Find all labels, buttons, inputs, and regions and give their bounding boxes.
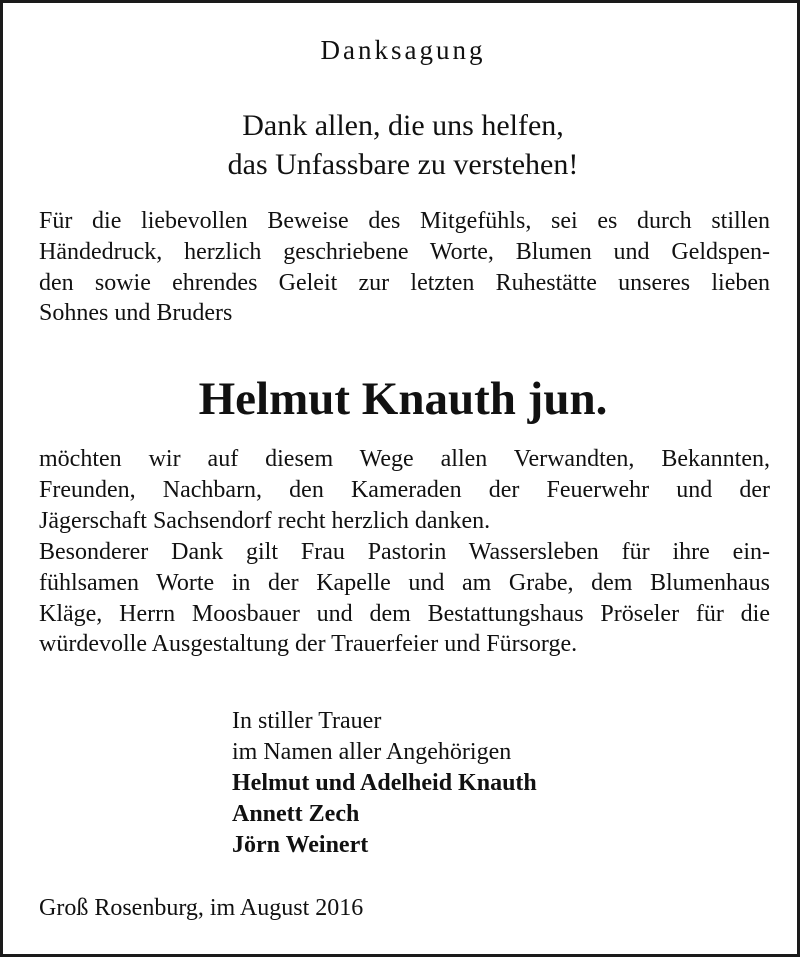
text-line: fühlsamen Worte in der Kapelle und am Grabe, dem Blumenhaus [39, 569, 770, 596]
text-line: Sohnes und Bruders [39, 300, 233, 327]
thanks-paragraph [39, 444, 770, 536]
signature-line: im Namen aller Angehörigen [232, 739, 512, 765]
motto [3, 106, 800, 184]
text-line: den sowie ehrendes Geleit zur letzten Ruhestätte unseres lieben [39, 269, 770, 296]
mourner-name: Annett Zech [232, 801, 360, 827]
special-thanks-paragraph [39, 537, 770, 660]
signature-line: In stiller Trauer [232, 708, 382, 734]
text-line: Kläge, Herrn Moosbauer und dem Bestattungshaus Pröseler für die [39, 600, 770, 627]
deceased-name: Helmut Knauth jun. [198, 373, 608, 425]
motto-line: das Unfassbare zu verstehen! [227, 148, 579, 181]
text-line: würdevolle Ausgestaltung der Trauerfeier und Fürsorge. [39, 631, 578, 658]
text-line: Händedruck, herzlich geschriebene Worte, Blumen und Geldspen- [39, 238, 770, 265]
signature-block [232, 706, 537, 861]
text-line: Besonderer Dank gilt Frau Pastorin Wassersleben für ihre ein- [39, 539, 770, 565]
place-and-date: Groß Rosenburg, im August 2016 [39, 895, 364, 921]
motto-line: Dank allen, die uns helfen, [242, 109, 564, 142]
intro-paragraph [39, 206, 770, 329]
notice-heading: Danksagung [320, 35, 486, 65]
text-line: Für die liebevollen Beweise des Mitgefühls, sei es durch stillen [39, 208, 770, 234]
text-line: Freunden, Nachbarn, den Kameraden der Feuerwehr und der [39, 476, 770, 503]
mourner-name: Helmut und Adelheid Knauth [232, 770, 537, 796]
mourner-name: Jörn Weinert [232, 832, 369, 858]
text-line: möchten wir auf diesem Wege allen Verwandten, Bekannten, [39, 446, 770, 472]
text-line: Jägerschaft Sachsendorf recht herzlich danken. [39, 507, 491, 534]
